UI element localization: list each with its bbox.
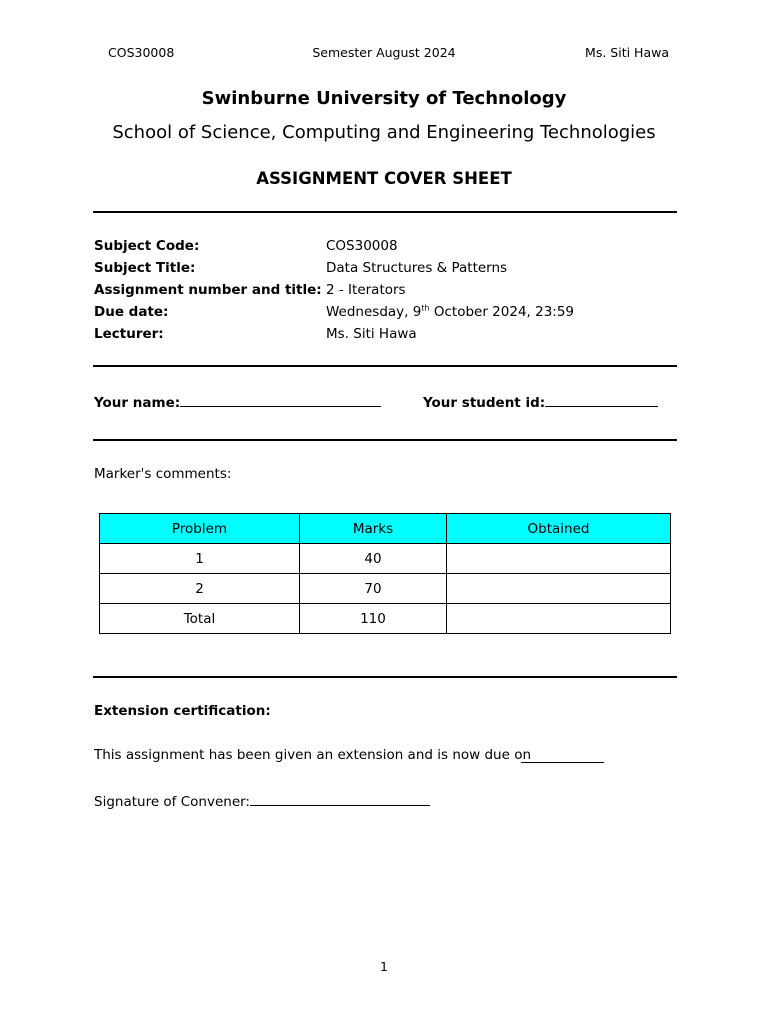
table-row [100,604,671,634]
table-cell: 70 [299,574,446,604]
header-lecturer: Ms. Siti Hawa [585,45,669,60]
subject-code-value: COS30008 [326,238,398,254]
student-id-label: Your student id: [423,395,546,411]
table-cell-obtained[interactable] [447,604,671,634]
subject-title-value: Data Structures & Patterns [326,260,508,276]
due-date-value [326,304,574,320]
signature-label: Signature of Convener: [94,794,250,810]
table-cell: 40 [299,544,446,574]
subject-code-label: Subject Code: [94,238,200,254]
school-title: School of Science, Computing and Engineering Technologies [112,122,656,143]
extension-text: This assignment has been given an extension and is now due on [94,747,532,763]
header-semester: Semester August 2024 [312,45,456,60]
divider [93,439,677,441]
assignment-label: Assignment number and title: [94,282,322,298]
table-cell-obtained[interactable] [447,544,671,574]
divider [93,365,677,367]
lecturer-value: Ms. Siti Hawa [326,326,417,342]
divider [93,676,677,678]
table-header-cell: Marks [299,514,446,544]
lecturer-label: Lecturer: [94,326,164,342]
page-number: 1 [380,959,388,974]
student-name-field[interactable] [94,392,381,411]
table-cell-obtained[interactable] [447,574,671,604]
signature-line[interactable] [250,791,430,806]
extension-date-line[interactable] [521,748,604,763]
due-date-rest: October 2024, 23:59 [429,304,575,320]
student-name-line[interactable] [180,392,381,407]
markers-comments-label: Marker's comments: [94,466,232,482]
page-title: ASSIGNMENT COVER SHEET [256,169,512,188]
table-row [100,544,671,574]
due-date-day: Wednesday, 9 [326,304,422,320]
student-id-line[interactable] [545,392,658,407]
subject-title-label: Subject Title: [94,260,196,276]
university-title: Swinburne University of Technology [201,88,567,109]
marks-table [99,513,671,634]
table-header-row [100,514,671,544]
signature-field[interactable] [94,791,430,810]
student-id-field[interactable] [423,392,658,411]
table-cell: 110 [299,604,446,634]
table-header-cell: Obtained [447,514,671,544]
due-date-label: Due date: [94,304,169,320]
table-row [100,574,671,604]
divider [93,211,677,213]
table-header-cell: Problem [100,514,300,544]
table-cell: Total [100,604,300,634]
assignment-value: 2 - Iterators [326,282,406,298]
header-subject-code: COS30008 [108,45,175,60]
table-cell: 1 [100,544,300,574]
due-date-suffix: th [421,303,430,313]
table-cell: 2 [100,574,300,604]
student-name-label: Your name: [94,395,181,411]
extension-title: Extension certification: [94,703,271,719]
